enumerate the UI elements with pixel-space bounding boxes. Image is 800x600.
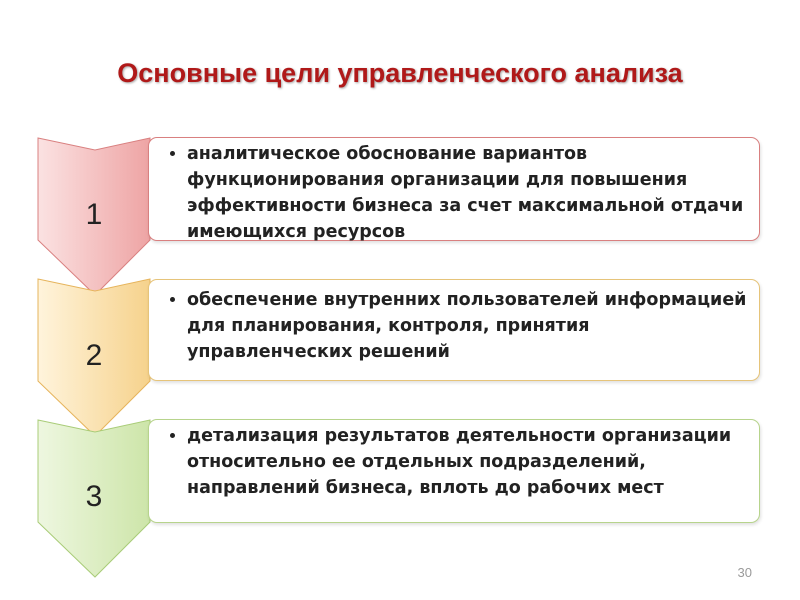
step-3-text: • детализация результатов деятельности организации относительно ее отдельных подразделений, направлений бизнеса, вплоть до рабочих мест — [187, 423, 751, 501]
step-3-number: 3 — [85, 480, 103, 513]
step-1-number: 1 — [85, 198, 103, 231]
step-1-box — [148, 137, 760, 241]
step-2-box — [148, 279, 760, 381]
step-1-text: • аналитическое обоснование вариантов функционирования организации для повышения эффективности бизнеса за счет максимальной отдачи имеющихся ресурсов — [187, 141, 751, 245]
step-2-number: 2 — [85, 339, 103, 372]
slide-number: 30 — [737, 565, 752, 580]
step-2-text: • обеспечение внутренних пользователей информацией для планирования, контроля, принятия управленческих решений — [187, 287, 751, 365]
step-3-box — [148, 419, 760, 523]
slide-title: Основные цели управленческого анализа — [117, 58, 683, 88]
